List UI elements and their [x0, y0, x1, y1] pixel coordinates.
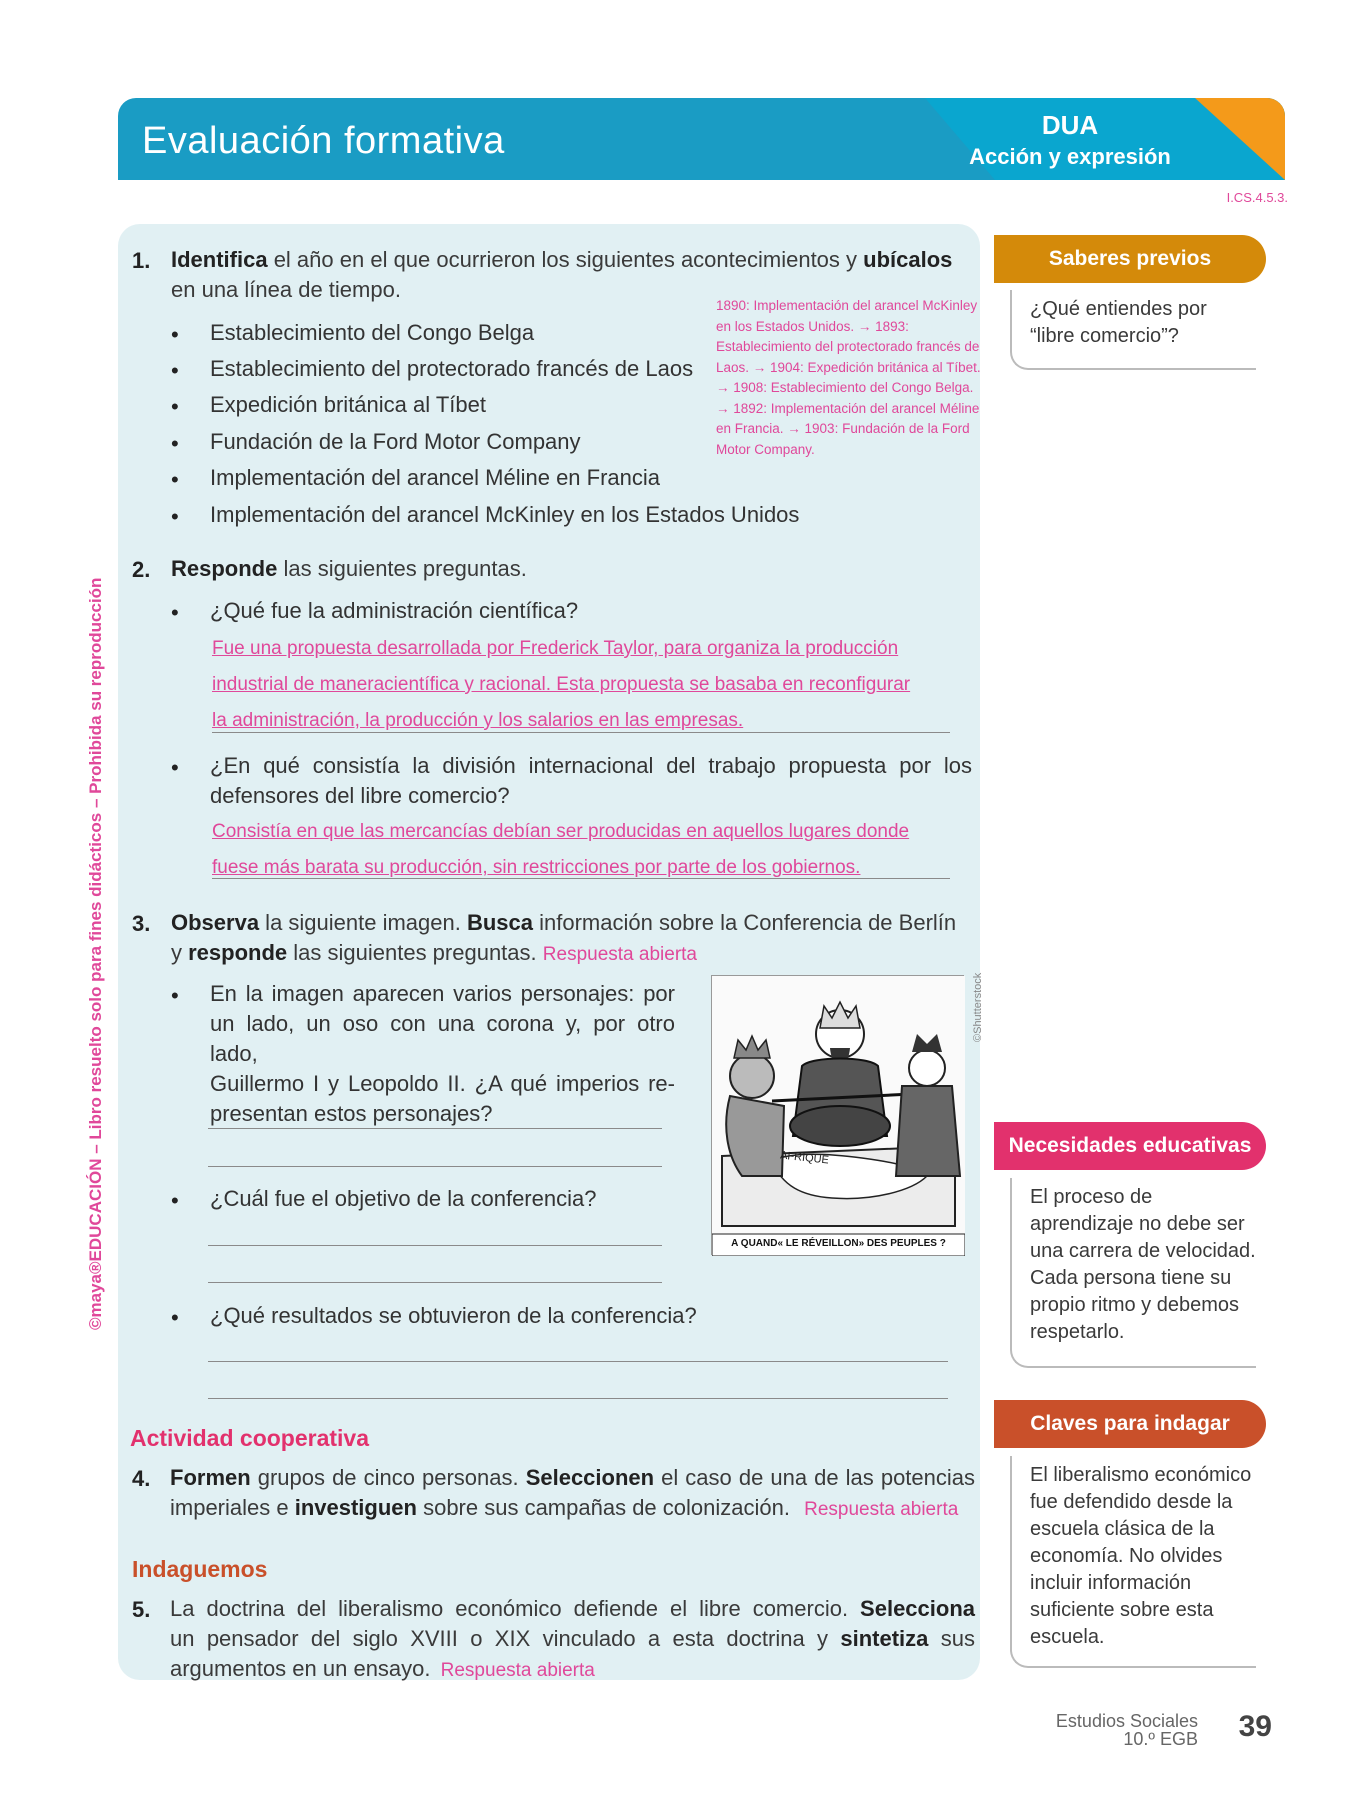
- open-answer-note: Respuesta abierta: [440, 1660, 595, 1681]
- cartoon-caption: A QUAND« LE RÉVEILLON» DES PEUPLES ?: [731, 1238, 946, 1249]
- question-5-text: [170, 1594, 975, 1686]
- q1-text-part: el año en el que ocurrieron los siguientes acontecimientos y: [267, 247, 864, 272]
- q3-b1-line: un lado, un oso con una corona y, por otro lado,: [210, 1011, 675, 1066]
- cooperative-activity-heading: Actividad cooperativa: [130, 1425, 370, 1451]
- indaguemos-heading: Indaguemos: [132, 1556, 268, 1582]
- q3-bullet-2: ¿Cuál fue el objetivo de la conferencia?: [210, 1186, 597, 1211]
- question-number: 4.: [132, 1466, 151, 1491]
- necesidades-educativas-box: El proceso de aprendizaje no debe ser una carrera de velocidad. Cada persona tiene su propio ritmo y debemos respetarlo.: [1010, 1178, 1256, 1368]
- q3-text-part: y: [171, 940, 189, 965]
- page-title: Evaluación formativa: [142, 120, 505, 162]
- list-item: Fundación de la Ford Motor Company: [210, 429, 581, 454]
- bullet: •: [171, 1188, 179, 1213]
- answer-line: [212, 732, 950, 733]
- saberes-previos-box: ¿Qué entiendes por “libre comercio”?: [1010, 290, 1256, 370]
- section-header: [118, 98, 1285, 180]
- q4-line: [170, 1493, 975, 1525]
- question-number: 5.: [132, 1597, 151, 1622]
- q2-text-part: las siguientes preguntas.: [277, 556, 527, 581]
- q2b-answer-line: fuese más barata su producción, sin restricciones por parte de los gobiernos.: [212, 857, 861, 878]
- page-number: 39: [1238, 1710, 1272, 1743]
- q1-text-part: en una línea de tiempo.: [171, 277, 401, 302]
- answer-line: [212, 878, 950, 879]
- question-number: 3.: [132, 911, 151, 936]
- berlin-conference-cartoon: [711, 975, 964, 1255]
- q3-verb-busca: Busca: [466, 910, 534, 935]
- q5-text-part: argumentos en un ensayo.: [170, 1656, 431, 1681]
- q5-line: [170, 1594, 975, 1624]
- q4-text-part: sobre sus campañas de colonización.: [416, 1495, 790, 1520]
- q3-bullet-1-text: [210, 979, 675, 1129]
- question-number: 2.: [132, 557, 151, 582]
- q4-verb-seleccionen: Seleccionen: [525, 1465, 655, 1490]
- q3-verb-observa: Observa: [171, 910, 260, 935]
- q3-b1-line: presentan estos personajes?: [210, 1101, 493, 1126]
- open-answer-note: Respuesta abierta: [804, 1499, 959, 1520]
- q2a-question: ¿Qué fue la administración científica?: [210, 598, 579, 623]
- bullet: •: [171, 755, 179, 780]
- answer-line: [208, 1128, 662, 1129]
- q3-text-part: la siguiente imagen.: [259, 910, 467, 935]
- q5-line: [170, 1624, 975, 1654]
- list-item: Implementación del arancel McKinley en los Estados Unidos: [210, 502, 800, 527]
- q5-verb-sintetiza: sintetiza: [840, 1626, 929, 1651]
- q2b-question-line: defensores del libre comercio?: [210, 783, 510, 808]
- bullet: •: [171, 504, 179, 529]
- q3-b1-line: En la imagen aparecen varios personajes: por: [210, 981, 675, 1006]
- q4-line: [170, 1463, 975, 1493]
- cartoon-map-label: AFRIQUE: [779, 1149, 830, 1167]
- q1-verb-ubicalos: ubícalos: [863, 247, 953, 272]
- claves-para-indagar-box: El liberalismo económico fue defendido desde la escuela clásica de la economía. No olvides incluir información suficiente sobre esta escuela.: [1010, 1456, 1256, 1668]
- q1-verb-identifica: Identifica: [171, 247, 268, 272]
- q4-text-part: grupos de cinco personas.: [250, 1465, 526, 1490]
- bullet: •: [171, 600, 179, 625]
- q4-text-part: imperiales e: [170, 1495, 295, 1520]
- q3-b1-line: Guillermo I y Leopoldo II. ¿A qué imperios re-: [210, 1071, 675, 1096]
- footer-subject-name: Estudios Sociales: [1055, 1711, 1198, 1731]
- footer-subject: [1056, 1712, 1198, 1748]
- cartoon-drawing: [712, 976, 965, 1256]
- q5-line: [170, 1654, 975, 1686]
- list-item: Implementación del arancel Méline en Francia: [210, 465, 661, 490]
- q3-text-part: información sobre la Conferencia de Berlín: [533, 910, 957, 935]
- saberes-previos-tab: Saberes previos: [994, 235, 1266, 283]
- q3-bullet-3: ¿Qué resultados se obtuvieron de la conferencia?: [210, 1303, 697, 1328]
- bullet: •: [171, 322, 179, 347]
- q5-verb-selecciona: Selecciona: [860, 1596, 975, 1621]
- answer-line: [208, 1398, 948, 1399]
- q4-text-part: el caso de una de las potencias: [654, 1465, 976, 1490]
- bullet: •: [171, 1305, 179, 1330]
- q2-verb-responde: Responde: [171, 556, 278, 581]
- q2b-answer-line: Consistía en que las mercancías debían ser producidas en aquellos lugares donde: [212, 821, 910, 842]
- q2a-answer-line: la administración, la producción y los salarios en las empresas.: [212, 710, 744, 731]
- answer-line: [208, 1245, 662, 1246]
- bullet: •: [171, 431, 179, 456]
- question-number: 1.: [132, 248, 151, 273]
- q4-verb-formen: Formen: [170, 1465, 251, 1490]
- indicator-code: I.CS.4.5.3.: [1226, 190, 1288, 205]
- claves-para-indagar-tab: Claves para indagar: [994, 1400, 1266, 1448]
- q5-text-part: La doctrina del liberalismo económico defiende el libre comercio.: [170, 1596, 861, 1621]
- list-item: Establecimiento del Congo Belga: [210, 320, 535, 345]
- q3-text-part: las siguientes preguntas.: [287, 940, 537, 965]
- q3-verb-responde: responde: [188, 940, 288, 965]
- q4-verb-investiguen: investiguen: [294, 1495, 417, 1520]
- dua-title: DUA: [1041, 110, 1099, 140]
- dua-subtitle: Acción y expresión: [969, 144, 1171, 169]
- q2a-answer-line: Fue una propuesta desarrollada por Frederick Taylor, para organiza la producción: [212, 638, 899, 659]
- image-credit: ©Shutterstock: [972, 972, 984, 1042]
- bullet: •: [171, 394, 179, 419]
- q1-timeline-answer: 1890: Implementación del arancel McKinley en los Estados Unidos. → 1893: Establecimiento del protectorado francés de Laos. → 1904: Expedición británica al Tíbet. → 1908: Establecimiento del Congo Belga. → 1892: Implementación del arancel Méline en Francia. → 1903: Fundación de la Ford Motor Company.: [716, 298, 981, 457]
- answer-line: [208, 1282, 662, 1283]
- footer-grade: 10.º EGB: [1123, 1729, 1198, 1749]
- question-2-text: [171, 554, 527, 584]
- list-item: Expedición británica al Tíbet: [210, 392, 486, 417]
- q2a-answer-line: industrial de maneracientífica y racional. Esta propuesta se basaba en reconfigurar: [212, 674, 911, 695]
- answer-line: [208, 1166, 662, 1167]
- open-answer-note: Respuesta abierta: [542, 944, 697, 965]
- q5-text-part: un pensador del siglo XVIII o XIX vinculado a esta doctrina y: [170, 1626, 841, 1651]
- copyright-side-text: ©maya®EDUCACIÓN – Libro resuelto solo para fines didácticos – Prohibida su reproducción: [86, 577, 105, 1330]
- question-3-text: [171, 908, 956, 970]
- answer-line: [208, 1361, 948, 1362]
- bullet: •: [171, 358, 179, 383]
- necesidades-educativas-tab: Necesidades educativas: [994, 1122, 1266, 1170]
- question-4-text: [170, 1463, 975, 1525]
- list-item: Establecimiento del protectorado francés de Laos: [210, 356, 694, 381]
- q2b-question-line: ¿En qué consistía la división internacional del trabajo propuesta por los: [210, 753, 972, 778]
- bullet: •: [171, 983, 179, 1008]
- q5-text-part: sus: [928, 1626, 975, 1651]
- bullet: •: [171, 467, 179, 492]
